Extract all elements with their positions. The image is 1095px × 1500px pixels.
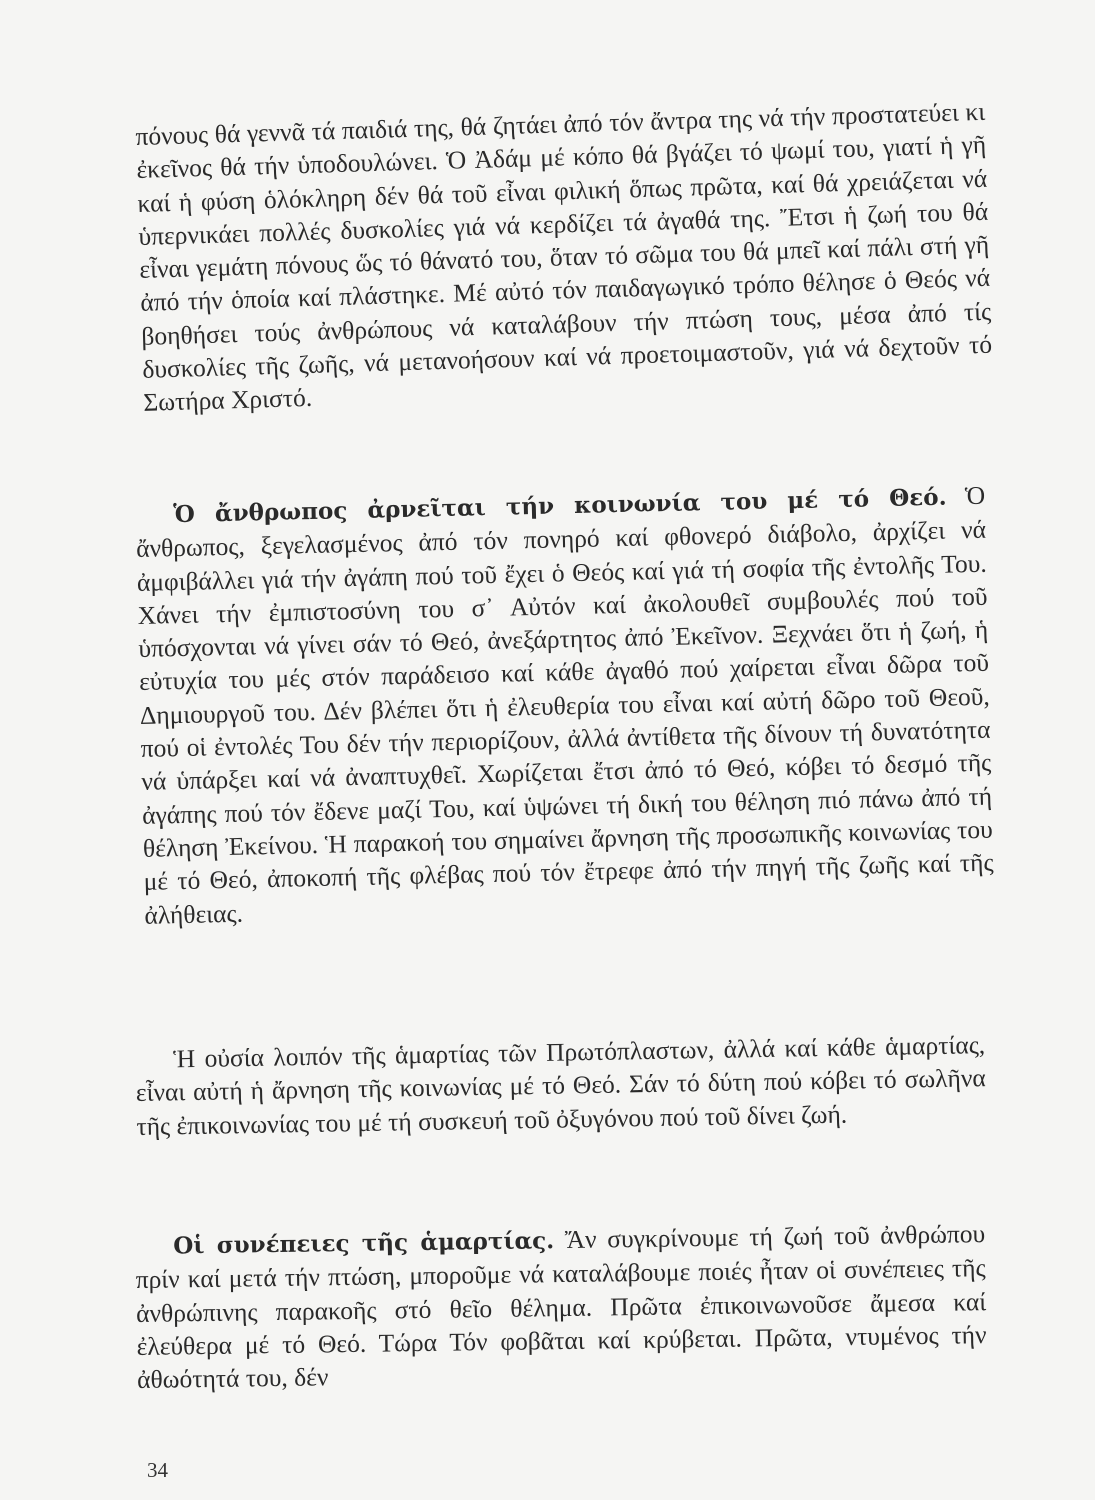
section-heading-consequences: Οἱ συνέπειες τῆς ἁμαρτίας. bbox=[173, 1227, 555, 1260]
paragraph-4-body bbox=[135, 1217, 987, 1396]
paragraph-3-text: Ἡ οὐσία λοιπόν τῆς ἁμαρτίας τῶν Πρωτόπλαστων, ἀλλά καί κάθε ἁμαρτίας, εἶναι αὐτή ἡ ἄρνηση τῆς κοινωνίας μέ τό Θεό. Σάν τό δύτη πού κόβει τό σωλῆνα τῆς ἐπικοινωνίας του μέ τή συσκευή τοῦ ὀξυγόνου πού τοῦ δίνει ζωή. bbox=[135, 1030, 986, 1141]
paragraph-1-text: πόνους θά γεννᾶ τά παιδιά της, θά ζητάει ἀπό τόν ἄντρα της νά τήν προστατεύει κι ἐκεῖνος θά τήν ὑποδουλώνει. Ὁ Ἀδάμ μέ κόπο θά βγάζει τό ψωμί του, γιατί ἡ γῆ καί ἡ φύση ὁλόκληρη δέν θά τοῦ εἶναι φιλική ὅπως πρῶτα, καί θά χρειάζεται νά ὑπερνικάει πολλές δυσκολίες γιά νά κερδίζει τά ἀγαθά της. Ἔτσι ἡ ζωή του θά εἶναι γεμάτη πόνους ὥς τό θάνατό του, ὅταν τό σῶμα του θά μπεῖ καί πάλι στή γῆ ἀπό τήν ὁποία καί πλάστηκε. Μέ αὐτό τόν παιδαγωγικό τρόπο θέλησε ὁ Θεός νά βοηθήσει τούς ἀνθρώπους νά καταλάβουν τήν πτώση τους, μέσα ἀπό τίς δυσκολίες τῆς ζωῆς, νά μετανοήσουν καί νά προετοιμαστοῦν, γιά νά δεχτοῦν τό Σωτήρα Χριστό. bbox=[135, 96, 993, 418]
page-number: 34 bbox=[147, 1458, 168, 1482]
paragraph-4 bbox=[135, 1217, 987, 1396]
section-heading-denial: Ὁ ἄνθρωπος ἀρνεῖται τήν κοινωνία του μέ τό Θεό. bbox=[173, 483, 947, 529]
paragraph-2-text: Ὁ ἄνθρωπος, ξεγελασμένος ἀπό τόν πονηρό καί φθονερό διάβολο, ἀρχίζει νά ἀμφιβάλλει γιά τήν ἀγάπη πού τοῦ ἔχει ὁ Θεός καί γιά τή σοφία τῆς ἐντολῆς Του. Χάνει τήν ἐμπιστοσύνη του σ᾽ Αὐτόν καί ἀκολουθεῖ συμβουλές πού τοῦ ὑπόσχονται νά γίνει σάν τό Θεό, ἀνεξάρτητος ἀπό Ἐκεῖνον. Ξεχνάει ὅτι ἡ ζωή, ἡ εὐτυχία του μές στόν παράδεισο καί κάθε ἀγαθό πού χαίρεται εἶναι δῶρα τοῦ Δημιουργοῦ του. Δέν βλέπει ὅτι ἡ ἐλευθερία του εἶναι καί αὐτή δῶρο τοῦ Θεοῦ, πού οἱ ἐντολές Του δέν τήν περιορίζουν, ἀλλά ἀντίθετα τῆς δίνουν τή δυνατότητα νά ὑπάρξει καί νά ἀναπτυχθεῖ. Χωρίζεται ἔτσι ἀπό τό Θεό, κόβει τό δεσμό τῆς ἀγάπης πού τόν ἔδενε μαζί Του, καί ὑψώνει τή δική του θέληση πιό πάνω ἀπό τή θέληση Ἐκείνου. Ἡ παρακοή του σημαίνει ἄρνηση τῆς προσωπικῆς κοινωνίας του μέ τό Θεό, ἀποκοπή τῆς φλέβας πού τόν ἔτρεφε ἀπό τήν πηγή τῆς ζωῆς καί τῆς ἀλήθειας. bbox=[135, 480, 994, 930]
paragraph-4-text: Ἄν συγκρίνουμε τή ζωή τοῦ ἀνθρώπου πρίν καί μετά τήν πτώση, μποροῦμε νά καταλάβουμε ποιές ἦταν οἱ συνέπειες τῆς ἀνθρώπινης παρακοῆς στό θεῖο θέλημα. Πρῶτα ἐπικοινωνοῦσε ἄμεσα καί ἐλεύθερα μέ τό Θεό. Τώρα Τόν φοβᾶται καί κρύβεται. Πρῶτα, ντυμένος τήν ἀθωότητά του, δέν bbox=[135, 1219, 987, 1395]
paragraph-1 bbox=[135, 95, 994, 420]
paragraph-2 bbox=[135, 479, 995, 932]
paragraph-3 bbox=[135, 1028, 987, 1143]
paragraph-2-body bbox=[135, 479, 995, 932]
